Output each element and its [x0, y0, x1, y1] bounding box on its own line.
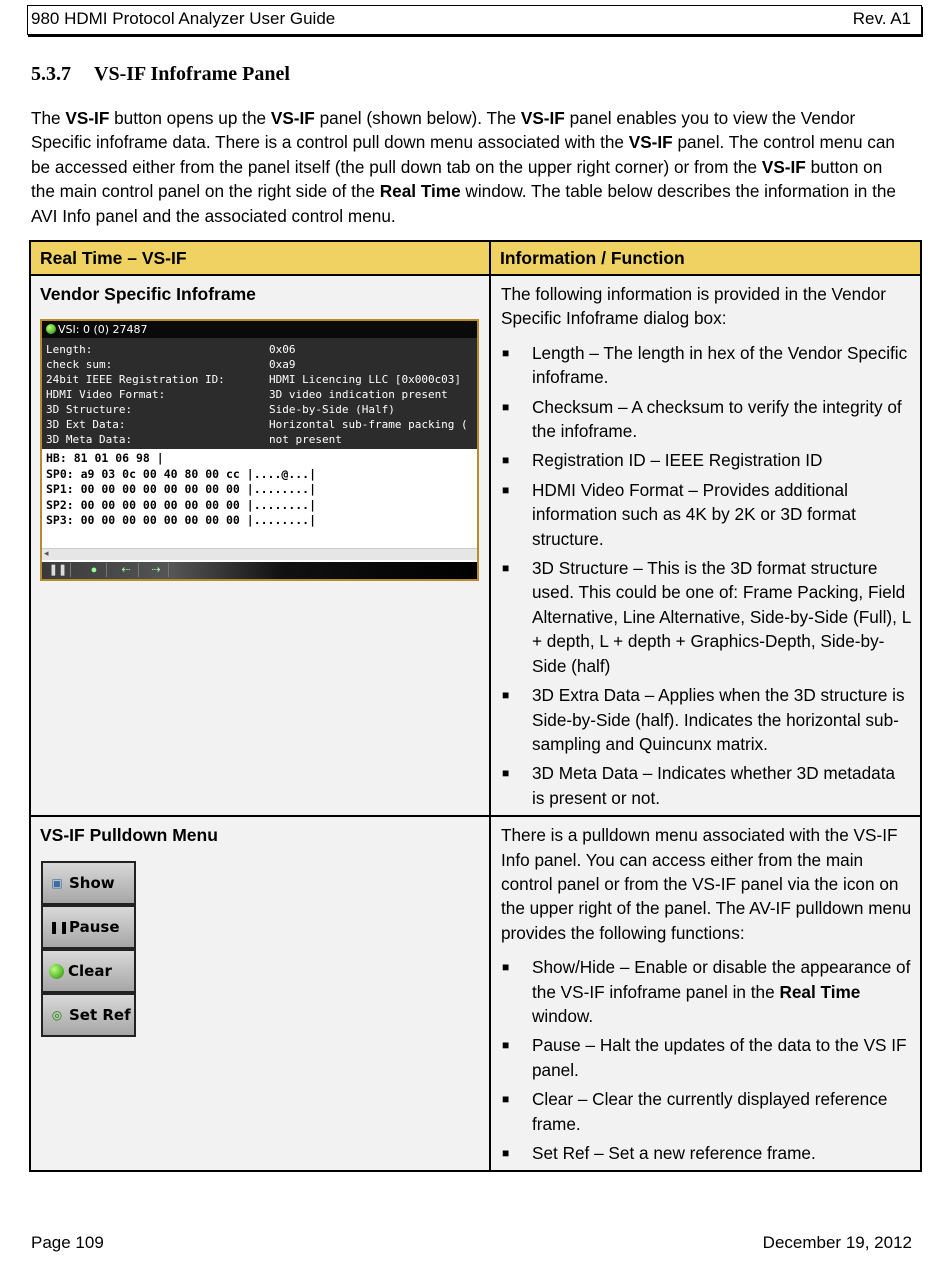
- vsi-info-list: [501, 341, 912, 810]
- vsif-table: [29, 240, 922, 1172]
- hex-line: HB: 81 01 06 98 |: [46, 451, 164, 465]
- page-number: Page 109: [31, 1233, 104, 1252]
- bullet-icon: ■: [502, 1038, 510, 1053]
- intro-line: [31, 155, 926, 179]
- horizontal-scrollbar[interactable]: [42, 548, 477, 560]
- vsi-field-row: [46, 387, 477, 402]
- page-header: [27, 5, 922, 35]
- bullet-text: Registration ID – IEEE Registration ID: [532, 450, 823, 471]
- vsi-field-key: 3D Meta Data:: [46, 433, 133, 446]
- intro-bold-text: VS-IF: [628, 132, 673, 153]
- show-button[interactable]: [41, 861, 136, 905]
- pulldown-info-cell: [490, 816, 921, 1171]
- show-icon: ▣: [51, 876, 63, 891]
- intro-line: [31, 130, 926, 154]
- set-ref-label: Set Ref: [69, 1006, 131, 1025]
- intro-text: window. The table below describes the information in the: [460, 181, 896, 202]
- vsi-toolbar: [42, 562, 477, 579]
- hex-line: SP1: 00 00 00 00 00 00 00 00 |........|: [46, 482, 317, 496]
- intro-line: [31, 179, 926, 203]
- pulldown-cell: [30, 816, 490, 1171]
- clear-button[interactable]: [41, 949, 136, 993]
- green-led-icon: [49, 964, 64, 979]
- vsi-cell: [30, 275, 490, 816]
- vsi-field-row: [46, 432, 477, 447]
- vsi-field-key: HDMI Video Format:: [46, 388, 166, 401]
- hex-line: SP3: 00 00 00 00 00 00 00 00 |........|: [46, 513, 317, 527]
- vsi-field-value: 0xa9: [269, 358, 296, 371]
- bullet-text: Pause – Halt the updates of the data to the VS IF panel.: [532, 1035, 907, 1080]
- intro-line: [31, 106, 926, 130]
- vsi-field-key: 3D Ext Data:: [46, 418, 126, 431]
- bullet-icon: ■: [502, 561, 510, 576]
- bullet-icon: ■: [502, 482, 510, 497]
- bullet-icon: ■: [502, 766, 510, 781]
- vsi-field-value: 3D video indication present: [269, 388, 448, 401]
- row-title: VS-IF Pulldown Menu: [40, 825, 218, 846]
- bullet-text: HDMI Video Format – Provides additional information such as 4K by 2K or 3D format structure.: [532, 479, 856, 549]
- bullet-bold-text: Real Time: [779, 981, 861, 1002]
- hex-line: SP2: 00 00 00 00 00 00 00 00 |........|: [46, 497, 317, 512]
- vsi-field-value: Horizontal sub-frame packing (: [269, 418, 468, 431]
- section-number: 5.3.7: [31, 63, 71, 85]
- pulldown-info-intro: There is a pulldown menu associated with the VS-IF Info panel. You can access either from the main control panel or from the VS-IF panel via the icon on the upper right of the panel. The AV-IF pulldown menu provides the following functions:: [501, 825, 912, 943]
- intro-text: button on: [805, 156, 883, 177]
- intro-bold-text: VS-IF: [65, 108, 110, 128]
- list-item: [501, 341, 912, 390]
- pause-icon[interactable]: ❚❚: [46, 563, 71, 577]
- vsi-panel-title: VSI: 0 (0) 27487: [58, 323, 148, 336]
- list-item: [501, 1087, 912, 1136]
- pause-button[interactable]: [41, 905, 136, 949]
- bullet-text: Clear – Clear the currently displayed reference frame.: [532, 1089, 888, 1134]
- intro-text: The: [31, 108, 66, 128]
- col-header-info: Information / Function: [490, 241, 921, 275]
- bullet-text: 3D Meta Data – Indicates whether 3D metadata is present or not.: [532, 763, 896, 808]
- vsi-info-intro: The following information is provided in the Vendor Specific Infoframe dialog box:: [501, 284, 887, 329]
- list-item: [501, 478, 912, 551]
- bullet-icon: ■: [502, 453, 510, 468]
- vsi-field-key: check sum:: [46, 358, 113, 371]
- clear-label: Clear: [68, 962, 112, 981]
- vsi-panel-titlebar: [42, 321, 477, 338]
- vsi-field-row: [46, 357, 477, 372]
- vsi-field-row: [46, 402, 477, 417]
- bullet-text: window.: [532, 1005, 594, 1026]
- bullet-text: Length – The length in hex of the Vendor Specific infoframe.: [532, 342, 908, 388]
- vsi-field-key: 24bit IEEE Registration ID:: [46, 373, 225, 386]
- header-revision: Rev. A1: [852, 9, 911, 28]
- section-title: VS-IF Infoframe Panel: [94, 63, 290, 85]
- vsi-field-key: 3D Structure:: [46, 403, 133, 416]
- vsi-field-row: [46, 342, 477, 357]
- bullet-icon: ■: [502, 688, 510, 703]
- intro-text: button opens up the: [109, 108, 271, 128]
- list-item: [501, 1141, 912, 1165]
- vsi-hex-dump: [42, 449, 477, 541]
- pulldown-menu: [41, 861, 136, 1037]
- intro-bold-text: VS-IF: [270, 108, 315, 128]
- intro-bold-text: VS-IF: [761, 156, 806, 177]
- list-item: [501, 761, 912, 810]
- bullet-text: Set Ref – Set a new reference frame.: [532, 1143, 816, 1163]
- intro-bold-text: Real Time: [379, 181, 461, 202]
- list-item: [501, 955, 912, 1028]
- vsi-info-cell: [490, 275, 921, 816]
- bullet-text: 3D Structure – This is the 3D format structure used. This could be one of: Frame Packing, Field Alternative, Line Alternative, Side-by-Side (Full), L + depth, L + depth + Graphics-Depth, Side-by-Side (half): [532, 558, 911, 676]
- bullet-icon: ■: [502, 1092, 510, 1107]
- table-row: [30, 275, 921, 816]
- hex-line: SP0: a9 03 0c 00 40 80 00 cc |....@...|: [46, 466, 317, 481]
- scroll-left-icon[interactable]: ◂: [44, 548, 49, 558]
- vsi-field-list: [42, 338, 477, 449]
- arrow-left-icon[interactable]: ⇠: [114, 563, 139, 577]
- pulldown-info-list: [501, 955, 912, 1165]
- vsi-field-key: Length:: [46, 343, 93, 356]
- page-date: December 19, 2012: [762, 1233, 912, 1252]
- bullet-icon: ■: [502, 399, 510, 414]
- pause-label: Pause: [69, 918, 120, 937]
- list-item: [501, 448, 912, 472]
- table-row: [30, 816, 921, 1171]
- intro-text: the main control panel on the right side of the: [31, 181, 380, 202]
- intro-text: panel. The control menu can: [672, 132, 895, 153]
- vsi-field-row: [46, 417, 477, 432]
- vsi-field-value: not present: [269, 433, 342, 446]
- col-header-realtime: Real Time – VS-IF: [30, 241, 490, 275]
- status-led-icon: [46, 324, 56, 334]
- intro-paragraph: [31, 106, 926, 228]
- vsi-panel-screenshot: [40, 319, 479, 581]
- intro-text: panel (shown below). The: [314, 108, 521, 128]
- bullet-text: 3D Extra Data – Applies when the 3D structure is Side-by-Side (half). Indicates the horizontal sub-sampling and Quincunx matrix.: [532, 685, 905, 754]
- intro-line: [31, 204, 926, 228]
- bullet-text: Checksum – A checksum to verify the integrity of the infoframe.: [532, 396, 902, 442]
- vsi-field-value: HDMI Licencing LLC [0x000c03]: [269, 373, 462, 386]
- bullet-icon: ■: [502, 960, 510, 975]
- section-heading: [31, 63, 290, 86]
- clear-icon[interactable]: ●: [82, 563, 107, 577]
- arrow-right-icon[interactable]: ⇢: [144, 563, 169, 577]
- intro-text: AVI Info panel and the associated control menu.: [31, 205, 396, 226]
- bullet-text: Show/Hide – Enable or disable the appearance of the VS-IF infoframe panel in the: [532, 957, 911, 1002]
- vsi-field-value: 0x06: [269, 343, 296, 356]
- intro-text: be accessed either from the panel itself (the pull down tab on the upper right corner) or from the: [31, 156, 762, 177]
- pause-icon: ❚❚: [49, 920, 70, 935]
- target-icon: ◎: [51, 1008, 63, 1023]
- list-item: [501, 395, 912, 444]
- row-title: Vendor Specific Infoframe: [40, 284, 256, 304]
- set-ref-button[interactable]: [41, 993, 136, 1037]
- vsi-field-value: Side-by-Side (Half): [269, 403, 395, 416]
- intro-text: panel enables you to view the Vendor: [564, 108, 856, 128]
- table-header-row: [30, 241, 921, 275]
- vsi-field-row: [46, 372, 477, 387]
- list-item: [501, 683, 912, 756]
- intro-bold-text: VS-IF: [520, 108, 565, 128]
- bullet-icon: ■: [502, 345, 510, 360]
- list-item: [501, 1033, 912, 1082]
- intro-text: Specific infoframe data. There is a control pull down menu associated with the: [31, 132, 629, 153]
- header-title: 980 HDMI Protocol Analyzer User Guide: [31, 9, 336, 28]
- show-label: Show: [69, 874, 115, 893]
- bullet-icon: ■: [502, 1146, 510, 1160]
- list-item: [501, 556, 912, 678]
